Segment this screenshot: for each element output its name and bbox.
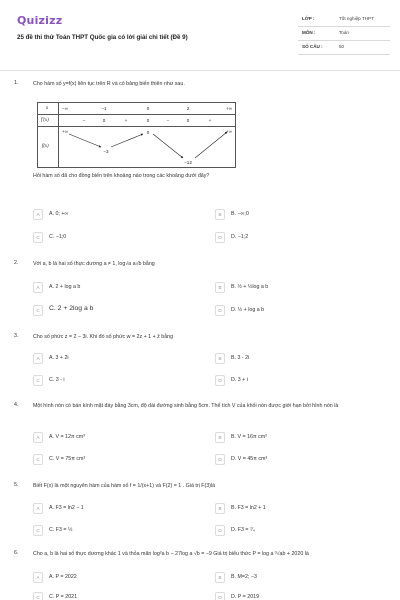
vt-f-value: +∞	[62, 129, 68, 134]
meta-row-count	[298, 41, 390, 55]
option-text: C. F3 = ½	[49, 527, 73, 533]
meta-label: LỚP :	[302, 16, 315, 21]
option-text: B. F3 = ln2 + 1	[231, 505, 266, 511]
header-divider	[0, 70, 400, 71]
vt-dy-label: f'(x)	[41, 118, 49, 123]
vt-x-value: −∞	[62, 106, 68, 111]
option-text: A. 3 + 2i	[49, 355, 69, 361]
question-number: 2.	[14, 260, 19, 266]
option-letter: B	[215, 432, 225, 443]
option-text: C. 3 - i	[49, 377, 65, 383]
meta-label: MÔN :	[302, 30, 316, 35]
option-text: A. 0; +∞	[49, 211, 69, 217]
quizizz-logo: Quizizz	[17, 14, 63, 27]
vt-x-value: +∞	[226, 106, 232, 111]
question-number: 5.	[14, 482, 19, 488]
option-letter: C	[33, 592, 43, 600]
option-letter: D	[215, 232, 225, 243]
question-subtext: Hỏi hàm số đã cho đồng biến trên khoảng nào trong các khoảng dưới đây?	[33, 173, 210, 179]
vt-arrow-down	[69, 134, 101, 147]
option-text: D. ½ + log a b	[231, 307, 265, 313]
vt-sign: −	[166, 118, 170, 123]
vt-y-label: f(x)	[42, 144, 49, 149]
option-text: A. F3 = ln2 − 1	[49, 505, 84, 511]
option-text: C. P = 2021	[49, 594, 78, 600]
vt-sign: 0	[146, 118, 150, 123]
worksheet-title: 25 đề thi thử Toán THPT Quốc gia có lời giải chi tiết (Đề 9)	[17, 34, 188, 41]
vt-f-value: −12	[184, 160, 192, 165]
option-letter: C	[33, 454, 43, 465]
option-letter: A	[33, 503, 43, 514]
meta-label: SỐ CÂU :	[302, 44, 323, 49]
option-text: B. 3 - 2i	[231, 355, 250, 361]
meta-value: 50	[339, 44, 345, 49]
option-letter: C	[33, 375, 43, 386]
option-text: D. V = 45π cm³	[231, 456, 268, 462]
option-text: C. −1;0	[49, 234, 67, 240]
question-text: Với a, b là hai số thực dương a ≠ 1, log√a a√b bằng	[33, 261, 155, 267]
vt-arrow-up	[195, 132, 227, 158]
vt-x-value: 2	[186, 106, 190, 111]
option-letter: D	[215, 375, 225, 386]
option-letter: D	[215, 454, 225, 465]
question-number: 1.	[14, 80, 19, 86]
option-letter: B	[215, 209, 225, 220]
option-letter: A	[33, 353, 43, 364]
option-letter: B	[215, 503, 225, 514]
vt-sign: 0	[186, 118, 190, 123]
option-letter: A	[33, 572, 43, 583]
option-text: D. 3 + i	[231, 377, 248, 383]
vt-sign: +	[208, 118, 212, 123]
vt-sign: 0	[102, 118, 106, 123]
question-number: 3.	[14, 333, 19, 339]
meta-row-subject	[298, 27, 390, 41]
worksheet-meta	[298, 13, 390, 55]
vt-f-value: −3	[103, 149, 109, 154]
meta-row-class	[298, 13, 390, 27]
vt-arrow-down	[153, 134, 183, 158]
question-number: 6.	[14, 550, 19, 556]
option-letter: D	[215, 525, 225, 536]
option-text: C. V = 75π cm³	[49, 456, 86, 462]
question-text: Một hình nón có bán kính mặt đáy bằng 3cm, độ dài đường sinh bằng 5cm. Thể tích V của khối nón được giới hạn bởi hình nón là	[33, 403, 339, 409]
option-text: B. V = 16π cm³	[231, 434, 267, 440]
meta-value: Tốt nghiệp THPT	[339, 16, 374, 21]
option-letter: D	[215, 305, 225, 316]
vt-sign: +	[124, 118, 128, 123]
vt-x-value: 0	[146, 106, 150, 111]
vt-x-value: −1	[101, 106, 107, 111]
option-text: A. 2 + log a b	[49, 284, 81, 290]
variation-table	[37, 102, 236, 168]
question-text: Cho số phức z = 2 − 3i. Khi đó số phức w = 2z + 1 + z̄ bằng	[33, 334, 174, 340]
option-text: D. P = 2019	[231, 594, 260, 600]
option-text: B. ½ + ½log a b	[231, 284, 269, 290]
option-letter: C	[33, 525, 43, 536]
question-text: Cho hàm số y=f(x) liên tục trên R và có bảng biến thiên như sau.	[33, 81, 185, 87]
option-text: B. −∞;0	[231, 211, 249, 217]
vt-x-label: x	[46, 106, 49, 111]
option-text: D. F3 = ⁷⁄₄	[231, 527, 255, 533]
worksheet-header	[0, 0, 400, 70]
option-letter: D	[215, 592, 225, 600]
option-text: A. V = 12π cm³	[49, 434, 85, 440]
option-text: D. −1;2	[231, 234, 249, 240]
option-letter: C	[33, 232, 43, 243]
option-text: B. M=2; −3	[231, 574, 257, 580]
vt-sign: −	[82, 118, 86, 123]
vt-f-value: +∞	[226, 129, 232, 134]
option-letter: B	[215, 572, 225, 583]
question-number: 4.	[14, 402, 19, 408]
vt-arrows	[59, 128, 235, 168]
option-text: A. P = 2022	[49, 574, 77, 580]
vt-derivative-row	[38, 115, 235, 127]
option-letter: B	[215, 282, 225, 293]
option-letter: B	[215, 353, 225, 364]
option-text: C. 2 + 2log a b	[49, 305, 94, 312]
vt-f-value: 0	[146, 130, 150, 135]
question-text: Biết F(x) là một nguyên hàm của hàm số f = 1/(x+1) và F(2) = 1 . Giá trị F(3)là	[33, 483, 216, 489]
option-letter: A	[33, 432, 43, 443]
meta-value: Toán	[339, 30, 349, 35]
question-text: Cho a, b là hai số thực dương khác 1 và thỏa mãn log²a b − 27log a √b = −9 Giá trị biểu thức P = log a ³√ab + 2020 là	[33, 551, 309, 557]
vt-arrow-up	[111, 134, 143, 147]
option-letter: A	[33, 282, 43, 293]
option-letter: C	[33, 305, 43, 316]
option-letter: A	[33, 209, 43, 220]
